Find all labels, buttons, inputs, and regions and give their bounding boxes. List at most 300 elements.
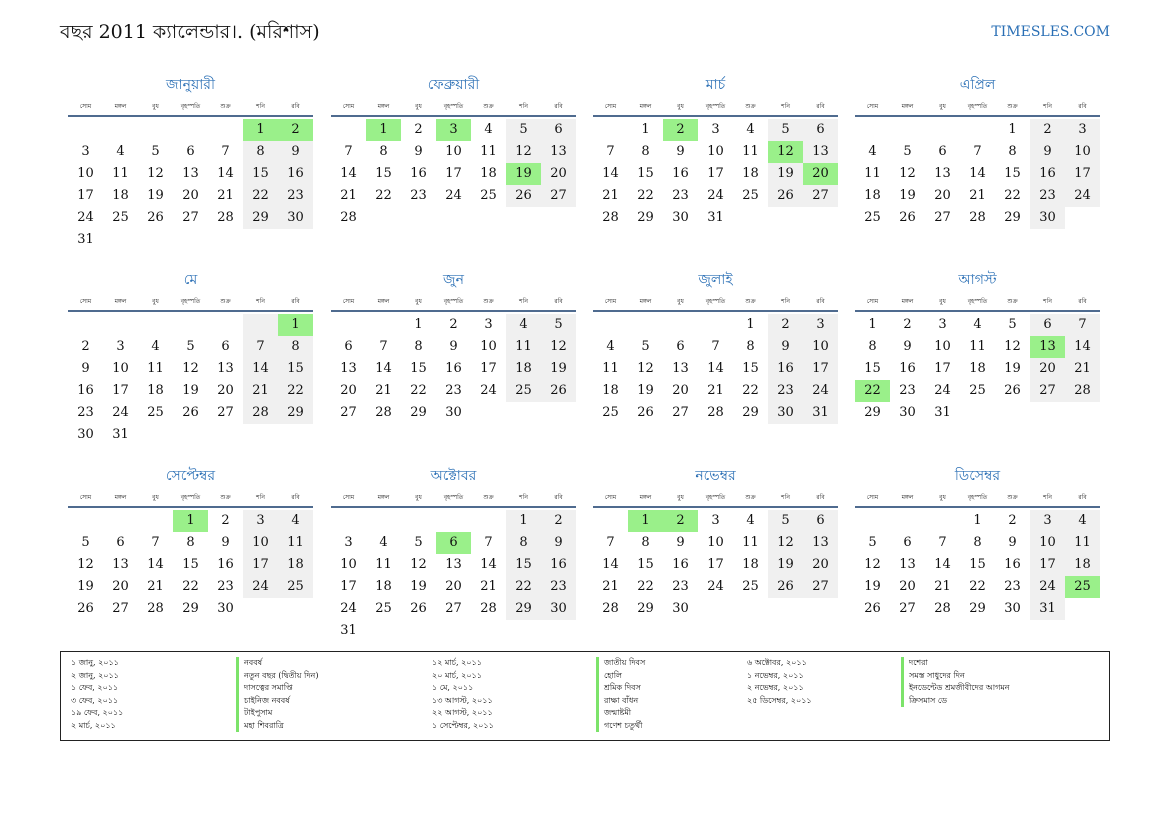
day-cell: 7 [606,535,615,550]
day-cell: 4 [1065,510,1100,532]
day-cell: 5 [641,339,650,354]
day-cell: 22 [506,576,541,598]
day-cell: 7 [606,144,615,159]
day-cell: 30 [445,405,462,420]
day-cell: 2 [1030,119,1065,141]
day-cell: 27 [1030,380,1065,402]
month-block [68,466,313,620]
day-cell: 27 [182,210,199,225]
day-cell: 26 [899,210,916,225]
day-cell: 2 [541,510,576,532]
weekday-label: সোম [79,494,92,501]
empty-cell [103,314,138,336]
weekday-label: শনি [256,298,265,305]
day-cell: 3 [1065,119,1100,141]
legend-date: ১ জানু, ২০১১ [71,658,119,667]
month-block [331,270,576,424]
day-cell: 2 [81,339,90,354]
day-cell: 25 [969,383,986,398]
day-cell: 16 [1004,557,1021,572]
day-cell: 21 [707,383,724,398]
day-cell: 23 [899,383,916,398]
day-cell: 13 [1030,336,1065,358]
day-cell: 1 [506,510,541,532]
day-cell: 23 [1030,185,1065,207]
day-cell: 24 [1065,185,1100,207]
weekday-label: সোম [604,103,617,110]
day-cell: 18 [742,166,759,181]
legend-holiday-name: জাতীয় দিবস [596,657,645,670]
day-cell: 30 [217,601,234,616]
day-cell: 11 [602,361,619,376]
day-cell: 28 [934,601,951,616]
day-cell: 17 [707,557,724,572]
day-cell: 18 [1065,554,1100,576]
day-cell: 8 [641,535,650,550]
day-cell: 31 [340,623,357,638]
day-cell: 29 [410,405,427,420]
day-cell: 19 [77,579,94,594]
day-cell: 22 [1004,188,1021,203]
day-cell: 21 [217,188,234,203]
page-title: বছর 2011 ক্যালেন্ডার।. (মরিশাস) [60,21,320,43]
day-grid [855,119,1100,229]
day-cell: 6 [903,535,912,550]
day-grid [331,119,576,229]
legend-date: ১৩ আগস্ট, ২০১১ [432,695,493,705]
day-cell: 10 [445,144,462,159]
day-cell: 19 [1004,361,1021,376]
empty-cell [436,510,471,532]
day-cell: 13 [445,557,462,572]
day-grid [855,510,1100,620]
day-cell: 20 [1030,358,1065,380]
day-cell: 7 [1065,314,1100,336]
weekday-label: বৃহস্পতি [705,103,726,110]
day-cell: 2 [903,317,912,332]
day-cell: 9 [768,336,803,358]
weekday-label: মঙ্গল [377,103,390,110]
weekday-label: বৃহস্পতি [967,103,988,110]
day-cell: 20 [803,554,838,576]
day-cell: 4 [746,122,755,137]
weekday-label: মঙ্গল [901,103,914,110]
weekday-header [593,101,838,117]
weekday-label: বুধ [415,298,422,305]
day-cell: 20 [672,383,689,398]
weekday-label: মঙ্গল [901,494,914,501]
day-cell: 16 [410,166,427,181]
day-cell: 16 [445,361,462,376]
day-cell: 9 [221,535,230,550]
empty-cell [208,119,243,141]
empty-cell [366,314,401,336]
day-cell: 22 [375,188,392,203]
month-block [331,75,576,229]
weekday-label: বৃহস্পতি [180,298,201,305]
day-cell: 19 [864,579,881,594]
weekday-label: শুক্র [745,298,756,305]
day-cell: 21 [340,188,357,203]
day-cell: 10 [77,166,94,181]
day-cell: 10 [112,361,129,376]
month-name: মে [183,272,198,288]
day-cell: 6 [803,510,838,532]
day-cell: 26 [637,405,654,420]
day-cell: 18 [278,554,313,576]
day-cell: 14 [969,166,986,181]
day-cell: 8 [641,144,650,159]
weekday-label: বুধ [677,494,684,501]
legend-date: ২ মার্চ, ২০১১ [71,720,116,730]
day-cell: 28 [969,210,986,225]
empty-cell [331,119,366,141]
empty-cell [401,510,436,532]
legend-holiday-name: মহা শিবরাত্রি [236,720,284,733]
day-cell: 5 [1008,317,1017,332]
empty-cell [593,314,628,336]
day-cell: 2 [768,314,803,336]
legend-date: ১ নভেম্বর, ২০১১ [747,670,804,680]
day-cell: 23 [77,405,94,420]
day-cell: 21 [1065,358,1100,380]
day-cell: 7 [379,339,388,354]
day-cell: 26 [768,576,803,598]
day-cell: 10 [1030,532,1065,554]
month-name: ডিসেম্বর [954,468,1001,484]
day-cell: 20 [182,188,199,203]
weekday-label: মঙ্গল [639,103,652,110]
day-cell: 24 [1030,576,1065,598]
day-cell: 26 [182,405,199,420]
day-cell: 16 [672,166,689,181]
day-cell: 7 [484,535,493,550]
day-cell: 10 [707,535,724,550]
day-cell: 22 [969,579,986,594]
day-cell: 7 [221,144,230,159]
legend-holiday-name: ক্রিসমাস ডে [901,695,947,708]
day-cell: 22 [855,380,890,402]
day-cell: 14 [1065,336,1100,358]
day-cell: 26 [864,601,881,616]
month-block [593,466,838,620]
day-cell: 28 [217,210,234,225]
weekday-label: বৃহস্পতি [705,494,726,501]
day-cell: 17 [77,188,94,203]
legend-holiday-name: নববর্ষ [236,657,262,670]
day-cell: 1 [414,317,423,332]
day-cell: 16 [217,557,234,572]
day-cell: 17 [934,361,951,376]
day-cell: 1 [173,510,208,532]
day-cell: 27 [340,405,357,420]
weekday-header [331,296,576,312]
day-cell: 6 [436,532,471,554]
day-cell: 20 [445,579,462,594]
weekday-label: শনি [519,494,528,501]
day-cell: 5 [414,535,423,550]
day-cell: 23 [672,188,689,203]
day-cell: 12 [768,532,803,554]
day-cell: 5 [903,144,912,159]
weekday-label: সোম [604,494,617,501]
day-cell: 22 [637,579,654,594]
day-cell: 6 [116,535,125,550]
day-cell: 16 [77,383,94,398]
day-cell: 30 [899,405,916,420]
day-cell: 9 [81,361,90,376]
day-cell: 7 [243,336,278,358]
day-cell: 18 [864,188,881,203]
day-cell: 15 [864,361,881,376]
weekday-label: বৃহস্পতি [967,298,988,305]
day-cell: 24 [707,188,724,203]
weekday-label: বুধ [939,494,946,501]
day-cell: 22 [182,579,199,594]
empty-cell [331,510,366,532]
weekday-label: মঙ্গল [901,298,914,305]
day-cell: 30 [768,402,803,424]
day-cell: 25 [112,210,129,225]
weekday-label: রবি [554,298,563,305]
weekday-label: শনি [1043,103,1052,110]
day-cell: 26 [1004,383,1021,398]
day-cell: 30 [672,601,689,616]
day-cell: 20 [340,383,357,398]
day-cell: 25 [602,405,619,420]
day-cell: 8 [746,339,755,354]
day-cell: 9 [278,141,313,163]
day-cell: 23 [1004,579,1021,594]
legend-date: ২২ আগস্ট, ২০১১ [432,708,493,717]
day-cell: 4 [506,314,541,336]
day-cell: 31 [934,405,951,420]
day-cell: 17 [480,361,497,376]
day-cell: 13 [803,532,838,554]
day-cell: 3 [243,510,278,532]
day-cell: 28 [375,405,392,420]
day-cell: 27 [803,576,838,598]
empty-cell [960,119,995,141]
day-cell: 18 [480,166,497,181]
empty-cell [366,510,401,532]
day-cell: 1 [243,119,278,141]
day-cell: 26 [506,185,541,207]
day-cell: 26 [768,185,803,207]
weekday-label: বুধ [677,103,684,110]
weekday-header [68,101,313,117]
day-cell: 15 [1004,166,1021,181]
day-cell: 27 [541,185,576,207]
day-cell: 15 [243,163,278,185]
day-cell: 25 [864,210,881,225]
empty-cell [628,314,663,336]
day-cell: 1 [868,317,877,332]
day-grid [68,314,313,446]
month-name: ফেব্রুয়ারী [427,77,480,93]
day-cell: 9 [903,339,912,354]
day-cell: 19 [899,188,916,203]
day-cell: 17 [1065,163,1100,185]
day-cell: 23 [445,383,462,398]
day-cell: 19 [768,163,803,185]
weekday-label: শুক্র [1007,103,1018,110]
day-cell: 14 [602,557,619,572]
day-cell: 31 [803,402,838,424]
weekday-label: বৃহস্পতি [180,494,201,501]
day-cell: 31 [1030,598,1065,620]
day-cell: 10 [340,557,357,572]
day-cell: 30 [278,207,313,229]
day-cell: 11 [506,336,541,358]
day-cell: 18 [969,361,986,376]
day-cell: 6 [676,339,685,354]
day-cell: 30 [541,598,576,620]
empty-cell [890,510,925,532]
weekday-label: শুক্র [1007,298,1018,305]
day-cell: 7 [344,144,353,159]
empty-cell [68,510,103,532]
weekday-label: শনি [1043,494,1052,501]
day-cell: 28 [243,402,278,424]
day-cell: 21 [934,579,951,594]
day-cell: 20 [803,163,838,185]
legend-holiday-name: দশেরা [901,657,928,670]
day-cell: 10 [934,339,951,354]
legend-holiday-name: রাক্ষা বাঁধন [596,695,638,708]
day-cell: 8 [1008,144,1017,159]
legend-holiday-name: চাইনিজ নববর্ষ [236,695,290,708]
day-cell: 18 [112,188,129,203]
day-cell: 22 [742,383,759,398]
day-cell: 7 [938,535,947,550]
day-cell: 5 [151,144,160,159]
day-cell: 27 [934,210,951,225]
site-link[interactable]: TIMESLES.COM [991,24,1110,40]
day-cell: 26 [410,601,427,616]
day-cell: 18 [375,579,392,594]
day-cell: 3 [711,513,720,528]
weekday-header [331,101,576,117]
month-block [855,466,1100,620]
day-cell: 8 [868,339,877,354]
day-cell: 2 [663,510,698,532]
day-cell: 11 [375,557,392,572]
day-cell: 26 [541,380,576,402]
day-cell: 12 [182,361,199,376]
day-cell: 8 [278,336,313,358]
weekday-label: শুক্র [483,103,494,110]
day-cell: 3 [436,119,471,141]
weekday-label: রবি [1078,103,1087,110]
weekday-label: শুক্র [220,298,231,305]
empty-cell [138,119,173,141]
day-grid [593,119,838,229]
day-cell: 9 [414,144,423,159]
empty-cell [138,314,173,336]
day-cell: 29 [243,207,278,229]
day-grid [593,314,838,424]
day-cell: 31 [707,210,724,225]
day-cell: 12 [1004,339,1021,354]
weekday-label: বৃহস্পতি [705,298,726,305]
day-cell: 29 [637,601,654,616]
weekday-label: বুধ [152,103,159,110]
weekday-label: মঙ্গল [114,298,127,305]
day-cell: 16 [899,361,916,376]
day-cell: 10 [243,532,278,554]
day-cell: 2 [1008,513,1017,528]
day-cell: 29 [506,598,541,620]
day-cell: 9 [449,339,458,354]
day-cell: 29 [742,405,759,420]
day-cell: 5 [186,339,195,354]
weekday-label: বৃহস্পতি [967,494,988,501]
weekday-label: বৃহস্পতি [443,494,464,501]
weekday-label: শুক্র [220,103,231,110]
day-cell: 19 [768,554,803,576]
weekday-label: শনি [781,298,790,305]
weekday-label: বুধ [939,298,946,305]
weekday-label: শনি [519,298,528,305]
day-cell: 5 [506,119,541,141]
weekday-label: শনি [256,103,265,110]
weekday-label: শনি [781,103,790,110]
month-block [855,75,1100,229]
day-cell: 8 [379,144,388,159]
day-cell: 12 [864,557,881,572]
day-cell: 2 [278,119,313,141]
weekday-label: রবি [816,298,825,305]
day-cell: 4 [973,317,982,332]
day-cell: 3 [1030,510,1065,532]
weekday-label: মঙ্গল [639,494,652,501]
empty-cell [593,119,628,141]
day-cell: 4 [278,510,313,532]
day-cell: 15 [410,361,427,376]
legend-date: ১৯ ফেব, ২০১১ [71,708,124,717]
day-cell: 12 [899,166,916,181]
legend-holiday-name: নতুন বছর (দ্বিতীয় দিন) [236,670,318,683]
day-cell: 13 [112,557,129,572]
day-cell: 13 [803,141,838,163]
weekday-label: সোম [342,494,355,501]
day-cell: 24 [707,579,724,594]
day-cell: 12 [147,166,164,181]
day-cell: 25 [480,188,497,203]
legend-date: ২ জানু, ২০১১ [71,670,119,680]
day-cell: 28 [602,210,619,225]
day-cell: 25 [742,579,759,594]
day-cell: 1 [628,510,663,532]
day-cell: 27 [217,405,234,420]
day-cell: 14 [340,166,357,181]
weekday-label: বুধ [152,494,159,501]
day-cell: 23 [541,576,576,598]
legend-date: ২৫ ডিসেম্বর, ২০১১ [747,695,812,705]
month-name: জুন [443,272,464,288]
weekday-label: মঙ্গল [639,298,652,305]
day-cell: 23 [768,380,803,402]
day-cell: 21 [243,380,278,402]
day-cell: 25 [506,380,541,402]
empty-cell [68,119,103,141]
weekday-header [593,492,838,508]
day-cell: 12 [506,141,541,163]
day-cell: 5 [541,314,576,336]
day-cell: 1 [1008,122,1017,137]
day-cell: 13 [340,361,357,376]
